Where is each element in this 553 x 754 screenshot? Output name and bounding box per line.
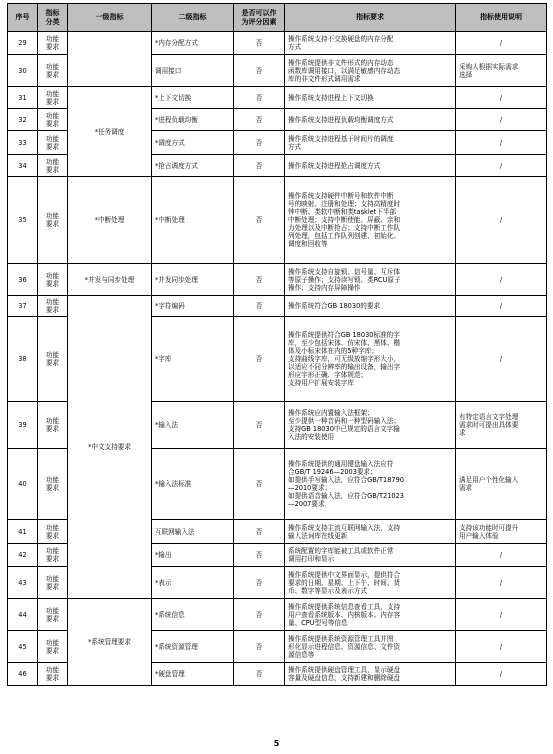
row-level2: *输入法标准 [152, 449, 234, 520]
row-level2: *内存分配方式 [152, 32, 234, 55]
row-level2: *进程负载均衡 [152, 109, 234, 131]
row-category: 功能 要求 [38, 317, 68, 402]
row-category: 功能 要求 [38, 449, 68, 520]
row-requirement: 系统配置的字库能被工具或软件正常 调用打印和显示 [285, 544, 456, 567]
row-note: / [456, 177, 547, 264]
row-requirement: 操作系统应内置输入法框架； 至少提供一种音码和一种型码输入法； 支持GB 18030中已规定的语言文字输 入法的安装使用 [285, 402, 456, 449]
row-note: 采购人根据实际需求 选择 [456, 55, 547, 87]
row-category: 功能 要求 [38, 109, 68, 131]
row-category: 功能 要求 [38, 264, 68, 296]
row-note: / [456, 87, 547, 109]
table-row [8, 599, 547, 631]
row-level2: *并发同步处理 [152, 264, 234, 296]
row-level2: *字符编码 [152, 296, 234, 317]
row-category: 功能 要求 [38, 55, 68, 87]
row-note: / [456, 544, 547, 567]
row-scoring: 否 [234, 177, 285, 264]
row-requirement: 操作系统支持进程抢占调度方式 [285, 155, 456, 177]
table-row [8, 87, 547, 109]
row-requirement: 操作系统提供非文件形式的内存动态 函数库调用接口，以满足敏感内存动态 库的非文件形式调用需求 [285, 55, 456, 87]
row-requirement: 操作系统提供中文界面显示，提供符合 要求的日期、星期、上下午、时间、货 币、数字等显示及表示方式 [285, 567, 456, 599]
row-note: / [456, 567, 547, 599]
row-level2: *输入法 [152, 402, 234, 449]
row-level2: *输出 [152, 544, 234, 567]
row-category: 功能 要求 [38, 131, 68, 155]
row-category: 功能 要求 [38, 402, 68, 449]
row-scoring: 否 [234, 155, 285, 177]
row-level2: *硬盘管理 [152, 663, 234, 686]
group-system-management: *系统管理要求 [68, 599, 152, 686]
header-no: 序号 [8, 4, 38, 32]
row-scoring: 否 [234, 55, 285, 87]
row-note: / [456, 663, 547, 686]
row-requirement: 操作系统支持不交换硬盘的内存分配 方式 [285, 32, 456, 55]
row-level2: *表示 [152, 567, 234, 599]
row-category: 功能 要求 [38, 631, 68, 663]
table-row [8, 32, 547, 55]
row-no: 37 [8, 296, 38, 317]
row-no: 32 [8, 109, 38, 131]
row-no: 33 [8, 131, 38, 155]
row-no: 38 [8, 317, 38, 402]
row-scoring: 否 [234, 32, 285, 55]
group-task-scheduling: *任务调度 [68, 87, 152, 177]
row-scoring: 否 [234, 631, 285, 663]
row-note: 支持该功能时可提升 用户输入体验 [456, 520, 547, 544]
header-level1: 一级指标 [68, 4, 152, 32]
row-note: / [456, 131, 547, 155]
row-category: 功能 要求 [38, 544, 68, 567]
row-note: / [456, 296, 547, 317]
table-row [8, 296, 547, 317]
row-requirement: 操作系统提供硬盘管理工具，显示硬盘 容量及硬盘信息，支持新建和删除硬盘 [285, 663, 456, 686]
row-note: / [456, 599, 547, 631]
group-chinese-support: *中文支持要求 [68, 296, 152, 599]
row-level2: *系统资源管理 [152, 631, 234, 663]
row-no: 30 [8, 55, 38, 87]
row-no: 31 [8, 87, 38, 109]
table-row [8, 264, 547, 296]
group-interrupt: *中断处理 [68, 177, 152, 264]
row-category: 功能 要求 [38, 296, 68, 317]
row-note: 有特定语言文字处理 需求时可提出具体要 求 [456, 402, 547, 449]
row-no: 41 [8, 520, 38, 544]
row-category: 功能 要求 [38, 32, 68, 55]
header-level2: 二级指标 [152, 4, 234, 32]
row-category: 功能 要求 [38, 87, 68, 109]
row-note: / [456, 109, 547, 131]
row-category: 功能 要求 [38, 177, 68, 264]
row-note: / [456, 32, 547, 55]
row-category: 功能 要求 [38, 520, 68, 544]
row-level2: 调用接口 [152, 55, 234, 87]
row-scoring: 否 [234, 87, 285, 109]
row-note: / [456, 317, 547, 402]
row-scoring: 否 [234, 663, 285, 686]
table-header-row [8, 4, 547, 32]
page-number: 5 [273, 739, 280, 748]
row-scoring: 否 [234, 520, 285, 544]
header-scoring: 是否可以作 为评分因素 [234, 4, 285, 32]
row-no: 36 [8, 264, 38, 296]
row-level2: *字库 [152, 317, 234, 402]
row-requirement: 操作系统支持硬件中断号和软件中断 号的映射、注册和处理；支持高精度时 钟中断、类软中断和类tasklet下半部 中断处理；支持中断使能、屏蔽、亲和 力处理以及中断抢占；支持中断工作队 列处理，包括工作队列创建、初始化、 调度和回收等 [285, 177, 456, 264]
row-scoring: 否 [234, 109, 285, 131]
row-note: / [456, 631, 547, 663]
row-category: 功能 要求 [38, 663, 68, 686]
row-level2: *中断处理 [152, 177, 234, 264]
header-category: 指标 分类 [38, 4, 68, 32]
row-scoring: 否 [234, 264, 285, 296]
row-note: / [456, 155, 547, 177]
group-concurrency: *并发与同步处理 [68, 264, 152, 296]
row-no: 45 [8, 631, 38, 663]
row-scoring: 否 [234, 449, 285, 520]
row-requirement: 操作系统支持进程负载均衡调度方式 [285, 109, 456, 131]
row-requirement: 操作系统提供符合GB 18030标准的字 库，至少包括宋体、仿宋体、黑体、楷 体及小标宋体在内的5种字库； 支持曲线字库，可无级放缩字形大小， 以适应不同分辨率的输出设备，输出字 形应字形正确、字体规范； 支持用户扩展安装字库 [285, 317, 456, 402]
row-no: 35 [8, 177, 38, 264]
row-scoring: 否 [234, 599, 285, 631]
row-no: 42 [8, 544, 38, 567]
row-level2: *抢占调度方式 [152, 155, 234, 177]
row-scoring: 否 [234, 544, 285, 567]
row-requirement: 操作系统支持主流互联网输入法，支持 输入法词库在线更新 [285, 520, 456, 544]
row-requirement: 操作系统提供的通用键盘输入法应符 合GB/T 19246—2003要求； 如提供手写输入法，应符合GB/T18790 —2010要求； 如提供语音输入法，应符合GB/T21023 —2007要求 [285, 449, 456, 520]
row-requirement: 操作系统支持进程基于时间片的调度 方式 [285, 131, 456, 155]
row-level2: 互联网输入法 [152, 520, 234, 544]
row-level2: *上下文切换 [152, 87, 234, 109]
row-scoring: 否 [234, 131, 285, 155]
row-no: 46 [8, 663, 38, 686]
row-scoring: 否 [234, 296, 285, 317]
header-note: 指标使用说明 [456, 4, 547, 32]
row-category: 功能 要求 [38, 155, 68, 177]
row-requirement: 操作系统支持自旋锁、信号量、互斥体 等原子操作；支持读写锁、类RCU原子 操作；支持内存屏障操作 [285, 264, 456, 296]
row-level2: *系统信息 [152, 599, 234, 631]
row-note: / [456, 264, 547, 296]
row-level2: *调度方式 [152, 131, 234, 155]
row-requirement: 操作系统提供系统信息查看工具，支持 用户查看系统版本、内核版本、内存容 量、CPU型号等信息 [285, 599, 456, 631]
row-no: 44 [8, 599, 38, 631]
row-requirement: 操作系统支持进程上下文切换 [285, 87, 456, 109]
row-scoring: 否 [234, 402, 285, 449]
row-requirement: 操作系统符合GB 18030的要求 [285, 296, 456, 317]
header-requirement: 指标要求 [285, 4, 456, 32]
row-category: 功能 要求 [38, 599, 68, 631]
row-category: 功能 要求 [38, 567, 68, 599]
group-memory [68, 32, 152, 87]
indicator-table [7, 3, 547, 686]
row-no: 39 [8, 402, 38, 449]
row-no: 29 [8, 32, 38, 55]
row-requirement: 操作系统提供系统资源管理工具并图 形化显示进程信息、资源信息、文件资 源信息等 [285, 631, 456, 663]
row-scoring: 否 [234, 317, 285, 402]
row-scoring: 否 [234, 567, 285, 599]
row-no: 34 [8, 155, 38, 177]
row-note: 满足用户个性化输入 需求 [456, 449, 547, 520]
table-row [8, 177, 547, 264]
row-no: 40 [8, 449, 38, 520]
row-no: 43 [8, 567, 38, 599]
